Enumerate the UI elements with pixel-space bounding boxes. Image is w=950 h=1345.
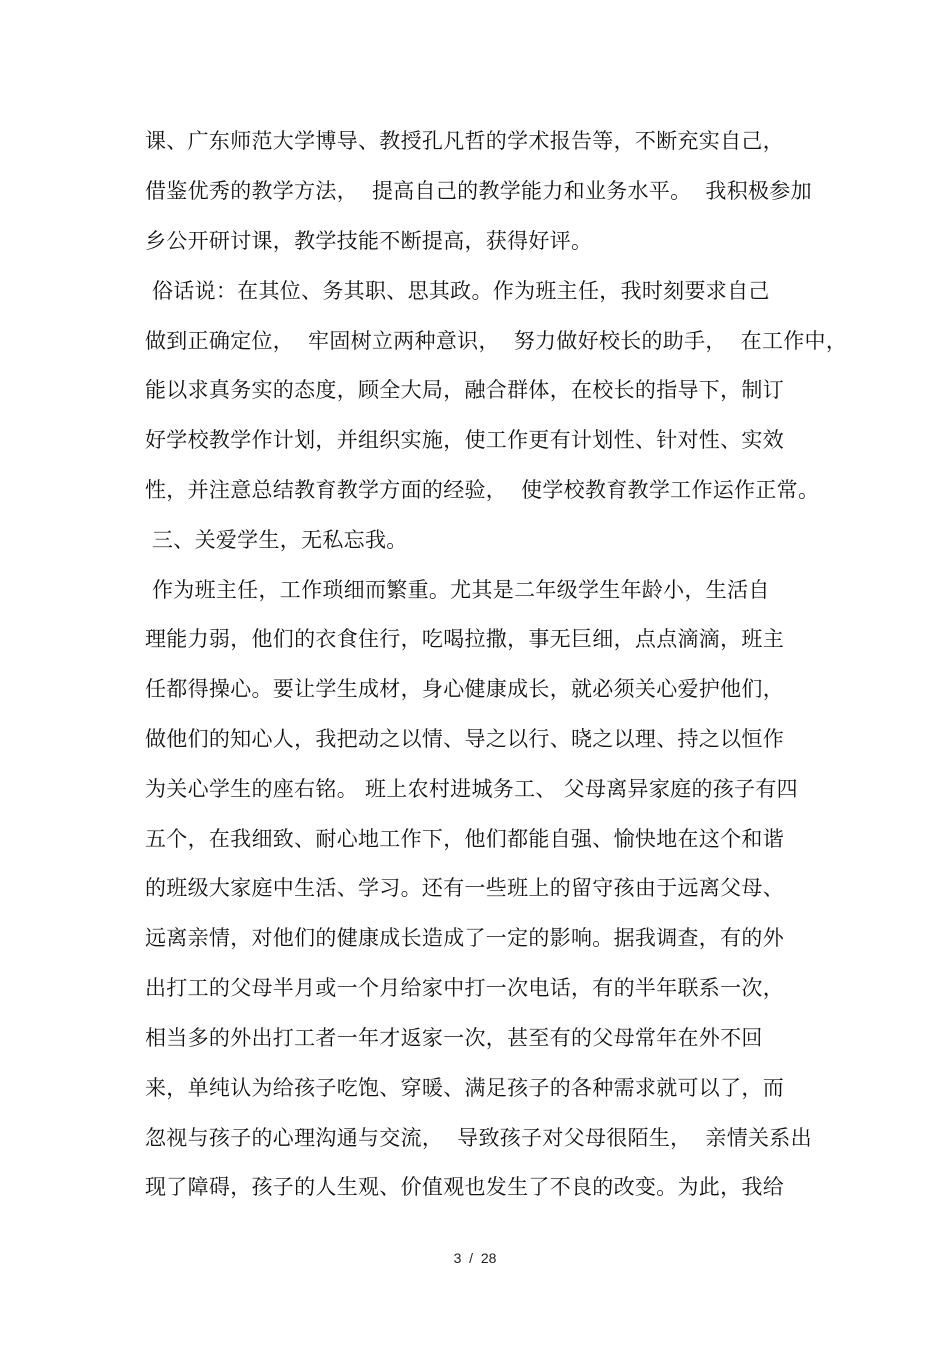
text-line: 俗话说：在其位、务其职、思其政。作为班主任，我时刻要求自己 bbox=[145, 279, 770, 303]
text-line: 远离亲情，对他们的健康成长造成了一定的影响。据我调查，有的外 bbox=[145, 926, 784, 950]
text-line: 做他们的知心人，我把动之以情、导之以行、晓之以理、持之以恒作 bbox=[145, 727, 784, 751]
text-line: 作为班主任，工作琐细而繁重。尤其是二年级学生年龄小，生活自 bbox=[145, 578, 770, 602]
text-line: 性，并注意总结教育教学方面的经验， 使学校教育教学工作运作正常。 bbox=[145, 478, 820, 502]
text-line: 做到正确定位， 牢固树立两种意识， 努力做好校长的助手， 在工作中， bbox=[145, 329, 848, 353]
text-line: 乡公开研讨课，教学技能不断提高，获得好评。 bbox=[145, 229, 593, 253]
text-line: 为关心学生的座右铭。 班上农村进城务工、 父母离异家庭的孩子有四 bbox=[145, 777, 798, 801]
text-line: 理能力弱，他们的衣食住行，吃喝拉撒，事无巨细，点点滴滴，班主 bbox=[145, 627, 784, 651]
text-line: 五个，在我细致、耐心地工作下，他们都能自强、愉快地在这个和谐 bbox=[145, 827, 784, 851]
page-number: 3 / 28 bbox=[453, 1250, 497, 1266]
text-line: 出打工的父母半月或一个月给家中打一次电话，有的半年联系一次， bbox=[145, 976, 784, 1000]
text-line: 现了障碍，孩子的人生观、价值观也发生了不良的改变。为此，我给 bbox=[145, 1175, 784, 1199]
text-line: 好学校教学作计划，并组织实施，使工作更有计划性、针对性、实效 bbox=[145, 428, 784, 452]
text-line: 课、广东师范大学博导、教授孔凡哲的学术报告等，不断充实自己， bbox=[145, 129, 784, 153]
text-line: 来，单纯认为给孩子吃饱、穿暖、满足孩子的各种需求就可以了，而 bbox=[145, 1076, 784, 1100]
text-line: 能以求真务实的态度，顾全大局，融合群体，在校长的指导下，制订 bbox=[145, 378, 784, 402]
section-heading: 三、关爱学生，无私忘我。 bbox=[145, 528, 408, 552]
text-line: 忽视与孩子的心理沟通与交流， 导致孩子对父母很陌生， 亲情关系出 bbox=[145, 1126, 812, 1150]
text-line: 相当多的外出打工者一年才返家一次，甚至有的父母常年在外不回 bbox=[145, 1026, 763, 1050]
text-line: 借鉴优秀的教学方法， 提高自己的教学能力和业务水平。 我积极参加 bbox=[145, 179, 812, 203]
text-line: 的班级大家庭中生活、学习。还有一些班上的留守孩由于远离父母、 bbox=[145, 876, 784, 900]
text-line: 任都得操心。要让学生成材，身心健康成长，就必须关心爱护他们， bbox=[145, 677, 784, 701]
